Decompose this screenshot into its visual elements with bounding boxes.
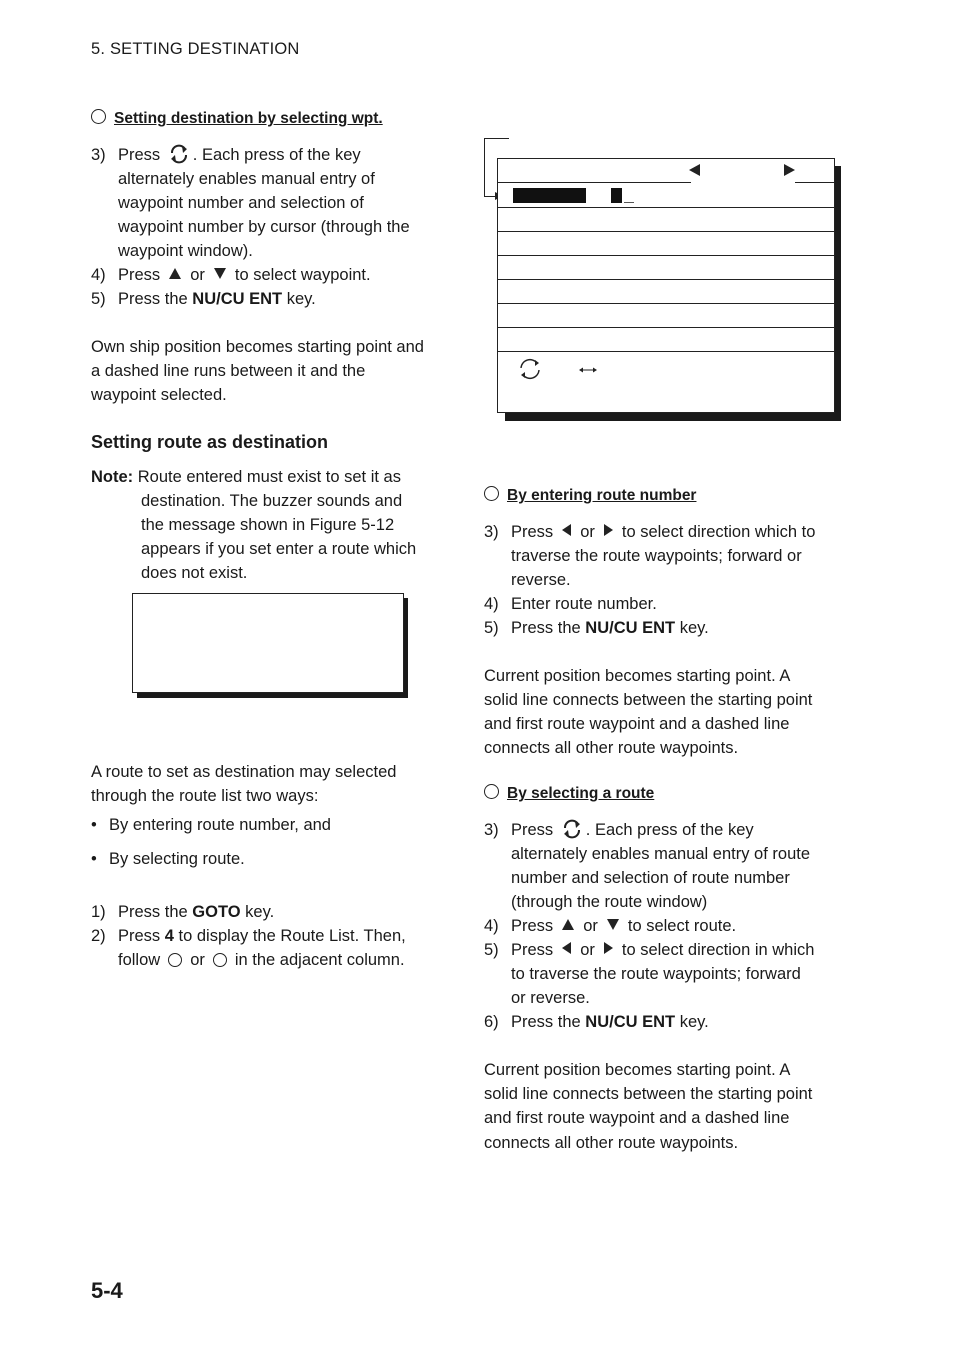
row-divider <box>497 327 835 328</box>
step-route-list-follow: follow or in the adjacent column. <box>118 951 405 969</box>
wpt-heading-text: Setting destination by selecting wpt. <box>114 110 383 127</box>
left-arrow-icon <box>562 942 571 954</box>
highlight-bar <box>513 188 586 203</box>
left-arrow-icon <box>689 164 700 176</box>
selecting-step-5: 5) Press or to select direction in which <box>484 941 815 959</box>
note-line: the message shown in Figure 5-12 <box>141 516 395 534</box>
right-arrow-icon <box>784 164 795 176</box>
selecting-step-3-line: alternately enables manual entry of route <box>511 845 811 863</box>
paragraph-line: and first route waypoint and a dashed line <box>484 1109 790 1127</box>
step-4: 4) Press or to select waypoint. <box>91 266 371 284</box>
paragraph-line: Current position becomes starting point. A <box>484 667 791 685</box>
step-3-line: waypoint number and selection of <box>118 194 364 212</box>
bullet-item: • By selecting route. <box>91 850 245 868</box>
step-goto: 1) Press the GOTO key. <box>91 903 275 921</box>
paragraph-line: Own ship position becomes starting point and <box>91 338 424 356</box>
route-heading: Setting route as destination <box>91 432 329 452</box>
paragraph-line: waypoint selected. <box>91 386 227 404</box>
bullet-item: • By entering route number, and <box>91 816 331 834</box>
row-divider <box>497 351 835 352</box>
circle-icon <box>484 486 499 501</box>
callout-line <box>484 138 485 197</box>
down-arrow-icon <box>607 919 619 930</box>
row-divider <box>497 182 691 183</box>
message-box <box>132 593 404 693</box>
step-3-line: waypoint window). <box>118 242 253 260</box>
running-header: 5. SETTING DESTINATION <box>91 40 300 58</box>
row-divider <box>497 279 835 280</box>
step-route-list: 2) Press 4 to display the Route List. Then, <box>91 927 406 945</box>
row-divider <box>795 182 835 183</box>
entering-heading: By entering route number <box>484 483 696 508</box>
entering-step-4: 4) Enter route number. <box>484 595 657 613</box>
cursor-block <box>611 188 622 203</box>
paragraph-line: and first route waypoint and a dashed line <box>484 715 790 733</box>
callout-line <box>484 138 509 139</box>
selecting-step-5-line: to traverse the route waypoints; forward <box>511 965 801 983</box>
row-divider <box>497 303 835 304</box>
down-arrow-icon <box>214 268 226 279</box>
step-3-line: waypoint number by cursor (through the <box>118 218 410 236</box>
paragraph-line: A route to set as destination may selected <box>91 763 397 781</box>
note: Note: Route entered must exist to set it as <box>91 468 401 486</box>
toggle-key-icon <box>518 357 542 381</box>
toggle-key-icon <box>167 144 191 164</box>
paragraph-line: connects all other route waypoints. <box>484 1134 739 1152</box>
selecting-step-6: 6) Press the NU/CU ENT key. <box>484 1013 709 1031</box>
selecting-step-3-line: (through the route window) <box>511 893 708 911</box>
selecting-step-4: 4) Press or to select route. <box>484 917 737 935</box>
paragraph-line: solid line connects between the starting point <box>484 691 813 709</box>
note-label: Note: <box>91 468 134 486</box>
selecting-step-3-line: number and selection of route number <box>511 869 790 887</box>
toggle-key-icon <box>560 819 584 839</box>
entering-step-5: 5) Press the NU/CU ENT key. <box>484 619 709 637</box>
cursor-underscore <box>624 202 634 203</box>
up-arrow-icon <box>562 919 574 930</box>
row-divider <box>497 207 835 208</box>
page-number: 5-4 <box>91 1278 123 1303</box>
step-3-line: alternately enables manual entry of <box>118 170 375 188</box>
step-5: 5) Press the NU/CU ENT key. <box>91 290 316 308</box>
note-line: appears if you set enter a route which <box>141 540 417 558</box>
right-arrow-icon <box>604 524 613 536</box>
selecting-step-3: 3) Press . Each press of the key <box>484 821 754 839</box>
circle-icon <box>484 784 499 799</box>
paragraph-line: connects all other route waypoints. <box>484 739 739 757</box>
left-arrow-icon <box>562 524 571 536</box>
row-divider <box>497 231 835 232</box>
entering-step-3-line: traverse the route waypoints; forward or <box>511 547 802 565</box>
paragraph-line: a dashed line runs between it and the <box>91 362 366 380</box>
paragraph-line: through the route list two ways: <box>91 787 319 805</box>
circle-icon <box>213 953 227 967</box>
selecting-step-5-line: or reverse. <box>511 989 590 1007</box>
entering-step-3-line: reverse. <box>511 571 571 589</box>
step-3: 3) Press . Each press of the key <box>91 146 361 164</box>
circle-icon <box>91 109 106 124</box>
paragraph-line: solid line connects between the starting point <box>484 1085 813 1103</box>
note-line: does not exist. <box>141 564 248 582</box>
double-arrow-icon <box>579 366 597 374</box>
right-arrow-icon <box>604 942 613 954</box>
entering-step-3: 3) Press or to select direction which to <box>484 523 816 541</box>
selecting-heading: By selecting a route <box>484 781 654 806</box>
wpt-heading <box>91 106 383 131</box>
note-line: destination. The buzzer sounds and <box>141 492 403 510</box>
paragraph-line: Current position becomes starting point. A <box>484 1061 791 1079</box>
circle-icon <box>168 953 182 967</box>
up-arrow-icon <box>169 268 181 279</box>
row-divider <box>497 255 835 256</box>
